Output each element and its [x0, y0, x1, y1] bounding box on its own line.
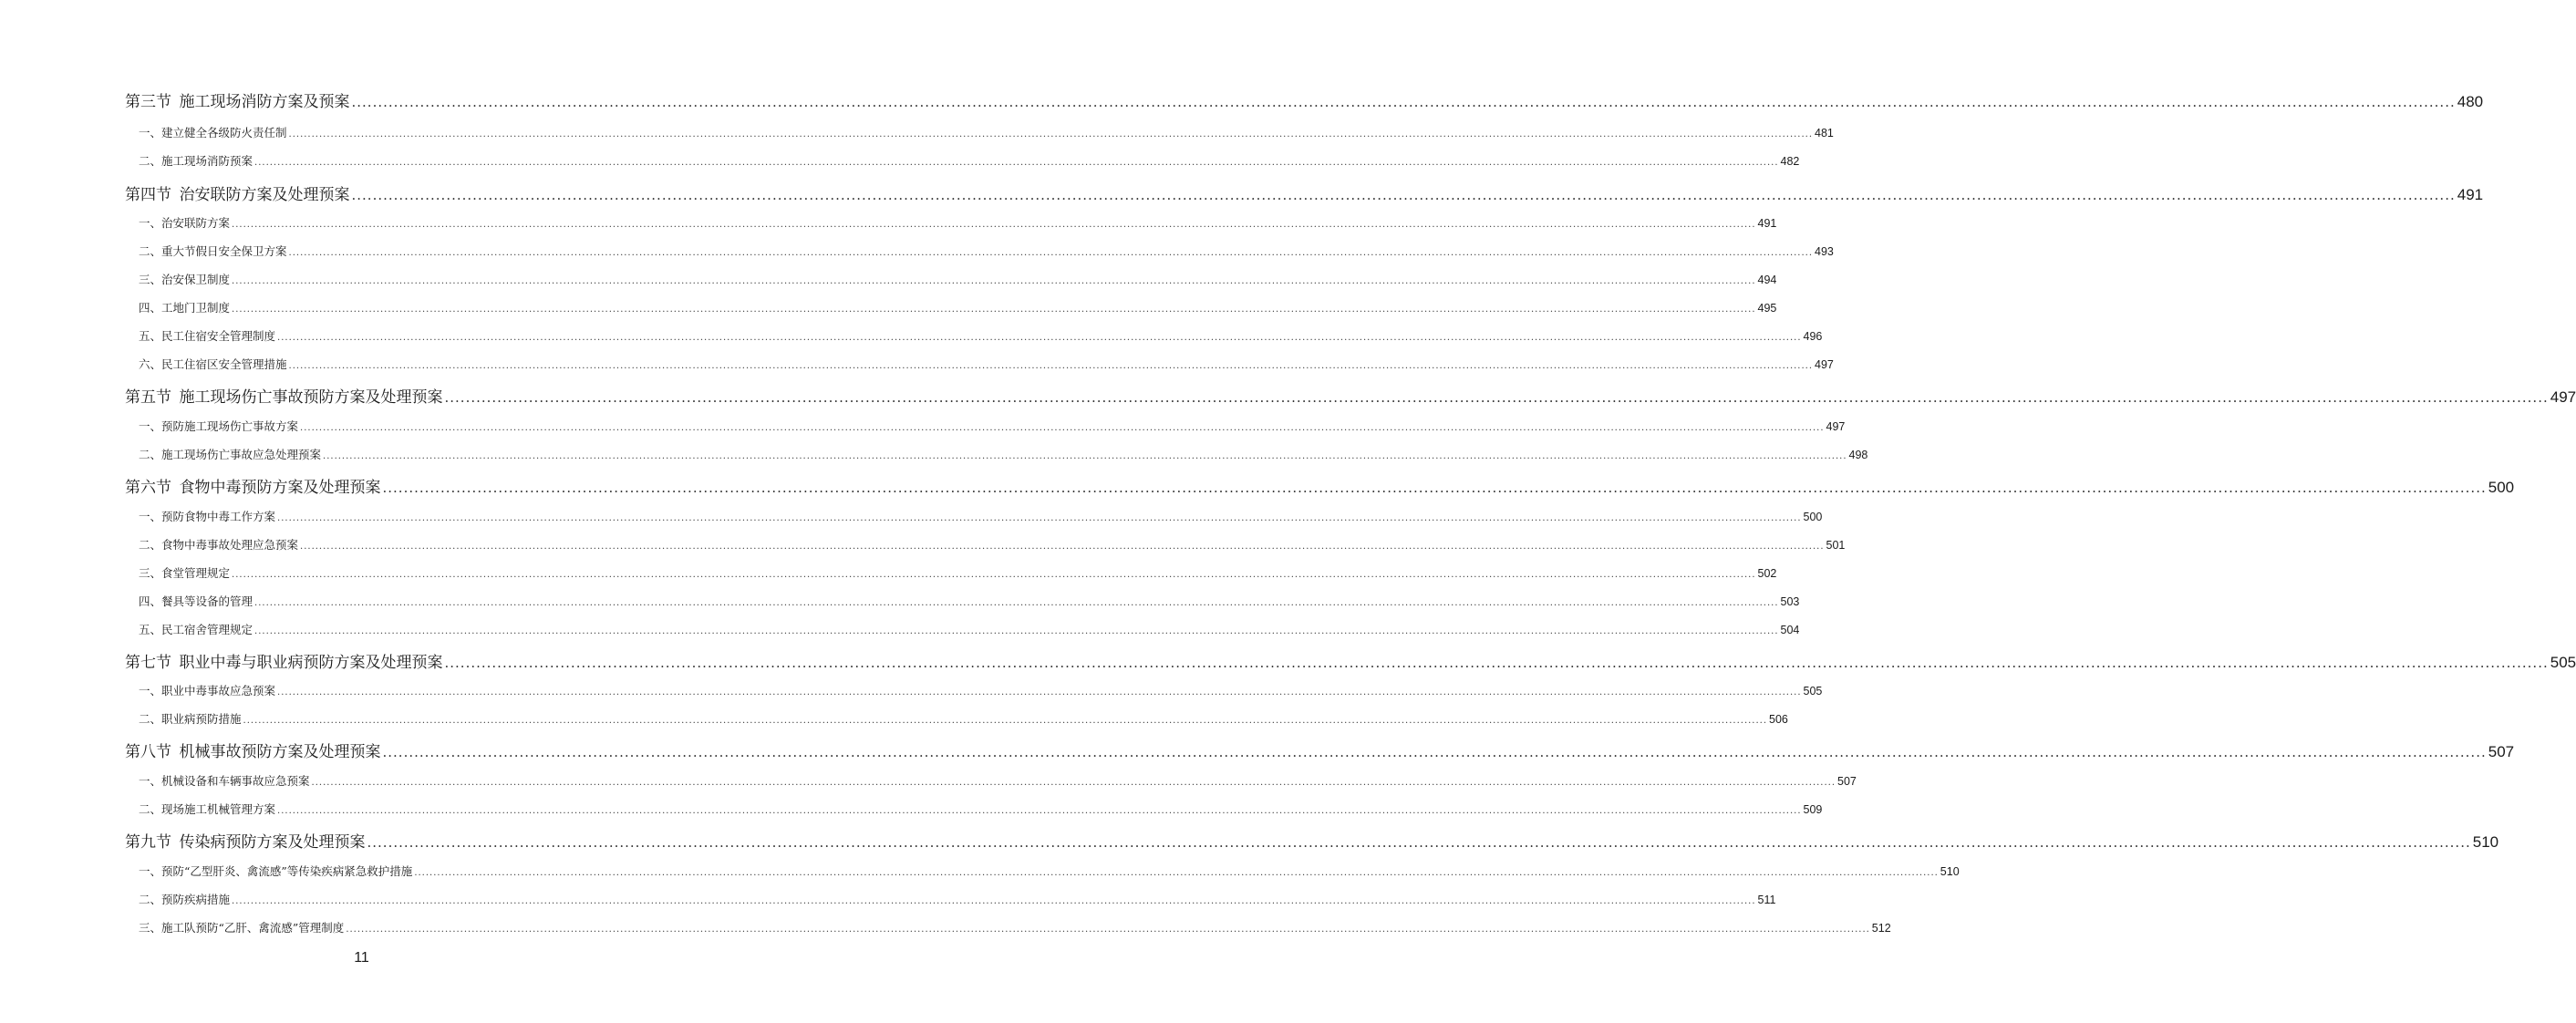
- toc-entry-label: 二、: [139, 244, 162, 258]
- toc-entry-title: [139, 356, 287, 372]
- toc-subsection-entry[interactable]: [139, 621, 1800, 637]
- dot-leader: ................................................................................................................................................................................................................................................................................................................................................................................................................: [254, 598, 1779, 608]
- toc-entry-text: 施工现场消防方案及预案: [179, 93, 350, 111]
- toc-subsection-entry[interactable]: [139, 271, 1777, 287]
- toc-subsection-entry[interactable]: [139, 214, 1777, 231]
- dot-leader: ................................................................................................................................................................................................................................................................................................................................................................................................................: [232, 276, 1756, 286]
- toc-section-entry[interactable]: [125, 829, 2499, 852]
- toc-entry-title: [139, 891, 230, 907]
- toc-entry-text: 现场施工机械管理方案: [161, 802, 276, 816]
- toc-entry-text: 治安联防方案及处理预案: [179, 186, 350, 204]
- toc-page-number: 500: [1803, 511, 1823, 523]
- toc-entry-title: [139, 327, 275, 344]
- toc-section-entry[interactable]: [125, 739, 2515, 761]
- toc-entry-label: 第三节: [125, 93, 171, 111]
- toc-page-number: 496: [1803, 330, 1823, 343]
- toc-entry-text: 预防疾病措施: [161, 893, 231, 906]
- toc-entry-title: [139, 593, 253, 609]
- toc-entry-label: 第六节: [125, 479, 171, 497]
- toc-section-entry[interactable]: [125, 384, 2576, 407]
- toc-entry-label: 六、: [139, 357, 162, 371]
- dot-leader: ................................................................................................................................................................................................................................................................................................................................................................................................................: [232, 305, 1756, 315]
- toc-entry-title: [139, 152, 253, 169]
- toc-entry-text: 职业中毒事故应急预案: [161, 684, 276, 698]
- toc-page-number: 512: [1871, 922, 1891, 935]
- dot-leader: ................................................................................................................................................................................................................................................................................................................................................................................................................: [232, 220, 1756, 230]
- toc-entry-title: [139, 863, 412, 879]
- toc-entry-label: 一、: [139, 216, 162, 230]
- toc-entry-text: 职业病预防措施: [161, 712, 242, 726]
- toc-entry-text: 预防“乙型肝炎、禽流感”等传染疾病紧急救护措施: [161, 864, 413, 878]
- toc-subsection-entry[interactable]: [139, 772, 1857, 789]
- toc-page-number: 504: [1780, 624, 1800, 636]
- toc-section-entry[interactable]: [125, 88, 2484, 111]
- toc-page-number: 480: [2457, 93, 2484, 110]
- dot-leader: ................................................................................................................................................................................................................................................................................................................................................................................................................: [232, 570, 1756, 580]
- toc-subsection-entry[interactable]: [139, 564, 1777, 581]
- dot-leader: ................................................................................................................................................................................................................................................................................................................................................................................................................: [288, 248, 1814, 258]
- toc-entry-title: [139, 564, 230, 581]
- toc-subsection-entry[interactable]: [139, 801, 1823, 817]
- toc-subsection-entry[interactable]: [139, 593, 1800, 609]
- toc-entry-text: 民工住宿安全管理制度: [161, 329, 276, 343]
- toc-subsection-entry[interactable]: [139, 124, 1834, 140]
- toc-entry-text: 机械事故预防方案及处理预案: [179, 743, 381, 761]
- toc-entry-label: 三、: [139, 921, 162, 935]
- dot-leader: ................................................................................................................................................................................................................................................................................................................................................................................................................: [323, 451, 1847, 461]
- toc-subsection-entry[interactable]: [139, 446, 1868, 462]
- toc-subsection-entry[interactable]: [139, 356, 1834, 372]
- toc-page-number: 495: [1757, 302, 1777, 315]
- toc-entry-title: [139, 710, 242, 727]
- toc-entry-label: 三、: [139, 273, 162, 286]
- toc-entry-text: 施工现场伤亡事故预防方案及处理预案: [179, 388, 443, 407]
- toc-page-number: 501: [1826, 539, 1846, 552]
- toc-entry-label: 四、: [139, 594, 162, 608]
- toc-entry-title: [139, 124, 287, 140]
- toc-entry-text: 食物中毒事故处理应急预案: [161, 538, 299, 552]
- dot-leader: ................................................................................................................................................................................................................................................................................................................................................................................................................: [367, 834, 2471, 851]
- toc-entry-label: 二、: [139, 712, 162, 726]
- dot-leader: ................................................................................................................................................................................................................................................................................................................................................................................................................: [288, 361, 1814, 371]
- toc-entry-title: [139, 682, 275, 698]
- dot-leader: ................................................................................................................................................................................................................................................................................................................................................................................................................: [254, 626, 1779, 636]
- toc-entry-text: 治安联防方案: [161, 216, 231, 230]
- toc-entry-label: 二、: [139, 538, 162, 552]
- toc-page-number: 507: [2488, 743, 2515, 760]
- toc-entry-title: [139, 446, 321, 462]
- toc-entry-text: 机械设备和车辆事故应急预案: [161, 774, 310, 788]
- toc-entry-title: [139, 214, 230, 231]
- toc-entry-label: 二、: [139, 154, 162, 168]
- toc-subsection-entry[interactable]: [139, 299, 1777, 315]
- toc-entry-label: 一、: [139, 684, 162, 698]
- toc-entry-title: [125, 829, 366, 852]
- toc-entry-title: [139, 418, 298, 434]
- toc-page-number: 507: [1837, 775, 1857, 788]
- toc-entry-title: [125, 739, 381, 761]
- toc-page-number: 510: [1940, 865, 1960, 878]
- toc-entry-label: 第五节: [125, 388, 171, 407]
- toc-entry-label: 一、: [139, 510, 162, 523]
- toc-entry-label: 一、: [139, 126, 162, 140]
- toc-entry-title: [139, 919, 344, 935]
- toc-page-number: 500: [2488, 479, 2515, 496]
- dot-leader: ................................................................................................................................................................................................................................................................................................................................................................................................................: [346, 925, 1870, 935]
- page-number: 11: [354, 950, 369, 966]
- toc-entry-title: [139, 271, 230, 287]
- toc-page-number: 491: [1757, 217, 1777, 230]
- toc-subsection-entry[interactable]: [139, 508, 1823, 524]
- toc-section-entry[interactable]: [125, 474, 2515, 497]
- dot-leader: ................................................................................................................................................................................................................................................................................................................................................................................................................: [232, 896, 1756, 906]
- toc-entry-text: 工地门卫制度: [161, 301, 231, 315]
- toc-page-number: 497: [1815, 358, 1834, 371]
- toc-page-number: 497: [1826, 420, 1846, 433]
- toc-entry-title: [139, 299, 230, 315]
- toc-entry-title: [125, 181, 350, 204]
- toc-page-number: 502: [1757, 567, 1777, 580]
- toc-page-number: 491: [2457, 186, 2484, 203]
- dot-leader: ................................................................................................................................................................................................................................................................................................................................................................................................................: [277, 687, 1802, 698]
- toc-entry-label: 三、: [139, 566, 162, 580]
- toc-entry-label: 五、: [139, 623, 162, 636]
- toc-entry-text: 传染病预防方案及处理预案: [179, 833, 366, 852]
- dot-leader: ................................................................................................................................................................................................................................................................................................................................................................................................................: [444, 655, 2549, 671]
- toc-entry-text: 治安保卫制度: [161, 273, 231, 286]
- toc-entry-text: 施工现场消防预案: [161, 154, 253, 168]
- toc-entry-text: 职业中毒与职业病预防方案及处理预案: [179, 654, 443, 672]
- toc-entry-label: 二、: [139, 448, 162, 461]
- toc-entry-label: 第八节: [125, 743, 171, 761]
- toc-subsection-entry[interactable]: [139, 152, 1800, 169]
- toc-page-number: 505: [1803, 685, 1823, 698]
- toc-entry-text: 施工现场伤亡事故应急处理预案: [161, 448, 322, 461]
- toc-entry-text: 民工住宿区安全管理措施: [161, 357, 287, 371]
- toc-page-number: 497: [2550, 388, 2576, 406]
- toc-page-number: 482: [1780, 155, 1800, 168]
- toc-page-number: 493: [1815, 245, 1834, 258]
- dot-leader: ................................................................................................................................................................................................................................................................................................................................................................................................................: [277, 806, 1802, 816]
- dot-leader: ................................................................................................................................................................................................................................................................................................................................................................................................................: [288, 129, 1814, 140]
- toc-entry-label: 第七节: [125, 654, 171, 672]
- toc-entry-text: 预防施工现场伤亡事故方案: [161, 419, 299, 433]
- dot-leader: ................................................................................................................................................................................................................................................................................................................................................................................................................: [414, 868, 1939, 878]
- toc-entry-text: 建立健全各级防火责任制: [161, 126, 287, 140]
- toc-page-number: 509: [1803, 803, 1823, 816]
- toc-entry-title: [139, 772, 310, 789]
- toc-entry-title: [139, 508, 275, 524]
- toc-subsection-entry[interactable]: [139, 536, 1846, 553]
- toc-entry-label: 二、: [139, 893, 162, 906]
- dot-leader: ................................................................................................................................................................................................................................................................................................................................................................................................................: [300, 542, 1825, 552]
- dot-leader: ................................................................................................................................................................................................................................................................................................................................................................................................................: [311, 778, 1836, 788]
- dot-leader: ................................................................................................................................................................................................................................................................................................................................................................................................................: [351, 187, 2456, 203]
- dot-leader: ................................................................................................................................................................................................................................................................................................................................................................................................................: [254, 158, 1779, 168]
- toc-entry-text: 预防食物中毒工作方案: [161, 510, 276, 523]
- toc-entry-title: [139, 243, 287, 259]
- toc-entry-label: 一、: [139, 864, 162, 878]
- dot-leader: ................................................................................................................................................................................................................................................................................................................................................................................................................: [277, 513, 1802, 523]
- toc-subsection-entry[interactable]: [139, 243, 1834, 259]
- toc-page-number: 505: [2550, 654, 2576, 671]
- toc-entry-title: [125, 649, 443, 672]
- dot-leader: ................................................................................................................................................................................................................................................................................................................................................................................................................: [444, 389, 2549, 406]
- dot-leader: ................................................................................................................................................................................................................................................................................................................................................................................................................: [382, 480, 2487, 496]
- toc-entry-text: 重大节假日安全保卫方案: [161, 244, 287, 258]
- dot-leader: ................................................................................................................................................................................................................................................................................................................................................................................................................: [243, 716, 1768, 726]
- toc-page-number: 494: [1757, 274, 1777, 286]
- toc-entry-title: [125, 88, 350, 111]
- toc-page-number: 498: [1848, 449, 1868, 461]
- toc-entry-text: 食物中毒预防方案及处理预案: [179, 479, 381, 497]
- toc-page-number: 481: [1815, 127, 1834, 140]
- dot-leader: ................................................................................................................................................................................................................................................................................................................................................................................................................: [277, 333, 1802, 343]
- toc-page-number: 510: [2472, 833, 2499, 851]
- toc-subsection-entry[interactable]: [139, 327, 1823, 344]
- toc-section-entry[interactable]: [125, 181, 2484, 204]
- dot-leader: ................................................................................................................................................................................................................................................................................................................................................................................................................: [382, 744, 2487, 760]
- toc-entry-label: 一、: [139, 774, 162, 788]
- toc-entry-label: 第九节: [125, 833, 171, 852]
- toc-entry-label: 二、: [139, 802, 162, 816]
- toc-entry-title: [125, 474, 381, 497]
- toc-subsection-entry[interactable]: [139, 919, 1891, 935]
- toc-entry-label: 四、: [139, 301, 162, 315]
- toc-subsection-entry[interactable]: [139, 891, 1776, 907]
- toc-entry-text: 食堂管理规定: [161, 566, 231, 580]
- toc-entry-label: 第四节: [125, 186, 171, 204]
- dot-leader: ................................................................................................................................................................................................................................................................................................................................................................................................................: [300, 423, 1825, 433]
- dot-leader: ................................................................................................................................................................................................................................................................................................................................................................................................................: [351, 94, 2456, 110]
- toc-subsection-entry[interactable]: [139, 418, 1846, 434]
- toc-entry-title: [139, 536, 298, 553]
- toc-subsection-entry[interactable]: [139, 863, 1960, 879]
- toc-entry-title: [139, 801, 275, 817]
- toc-entry-text: 施工队预防“乙肝、禽流感”管理制度: [161, 921, 345, 935]
- toc-entry-text: 民工宿舍管理规定: [161, 623, 253, 636]
- toc-section-entry[interactable]: [125, 649, 2576, 672]
- toc-entry-title: [139, 621, 253, 637]
- toc-entry-title: [125, 384, 443, 407]
- toc-page-number: 511: [1757, 894, 1776, 906]
- toc-page-number: 503: [1780, 595, 1800, 608]
- toc-subsection-entry[interactable]: [139, 710, 1788, 727]
- toc-entry-text: 餐具等设备的管理: [161, 594, 253, 608]
- toc-subsection-entry[interactable]: [139, 682, 1823, 698]
- toc-entry-label: 一、: [139, 419, 162, 433]
- toc-page-number: 506: [1769, 713, 1788, 726]
- toc-entry-label: 五、: [139, 329, 162, 343]
